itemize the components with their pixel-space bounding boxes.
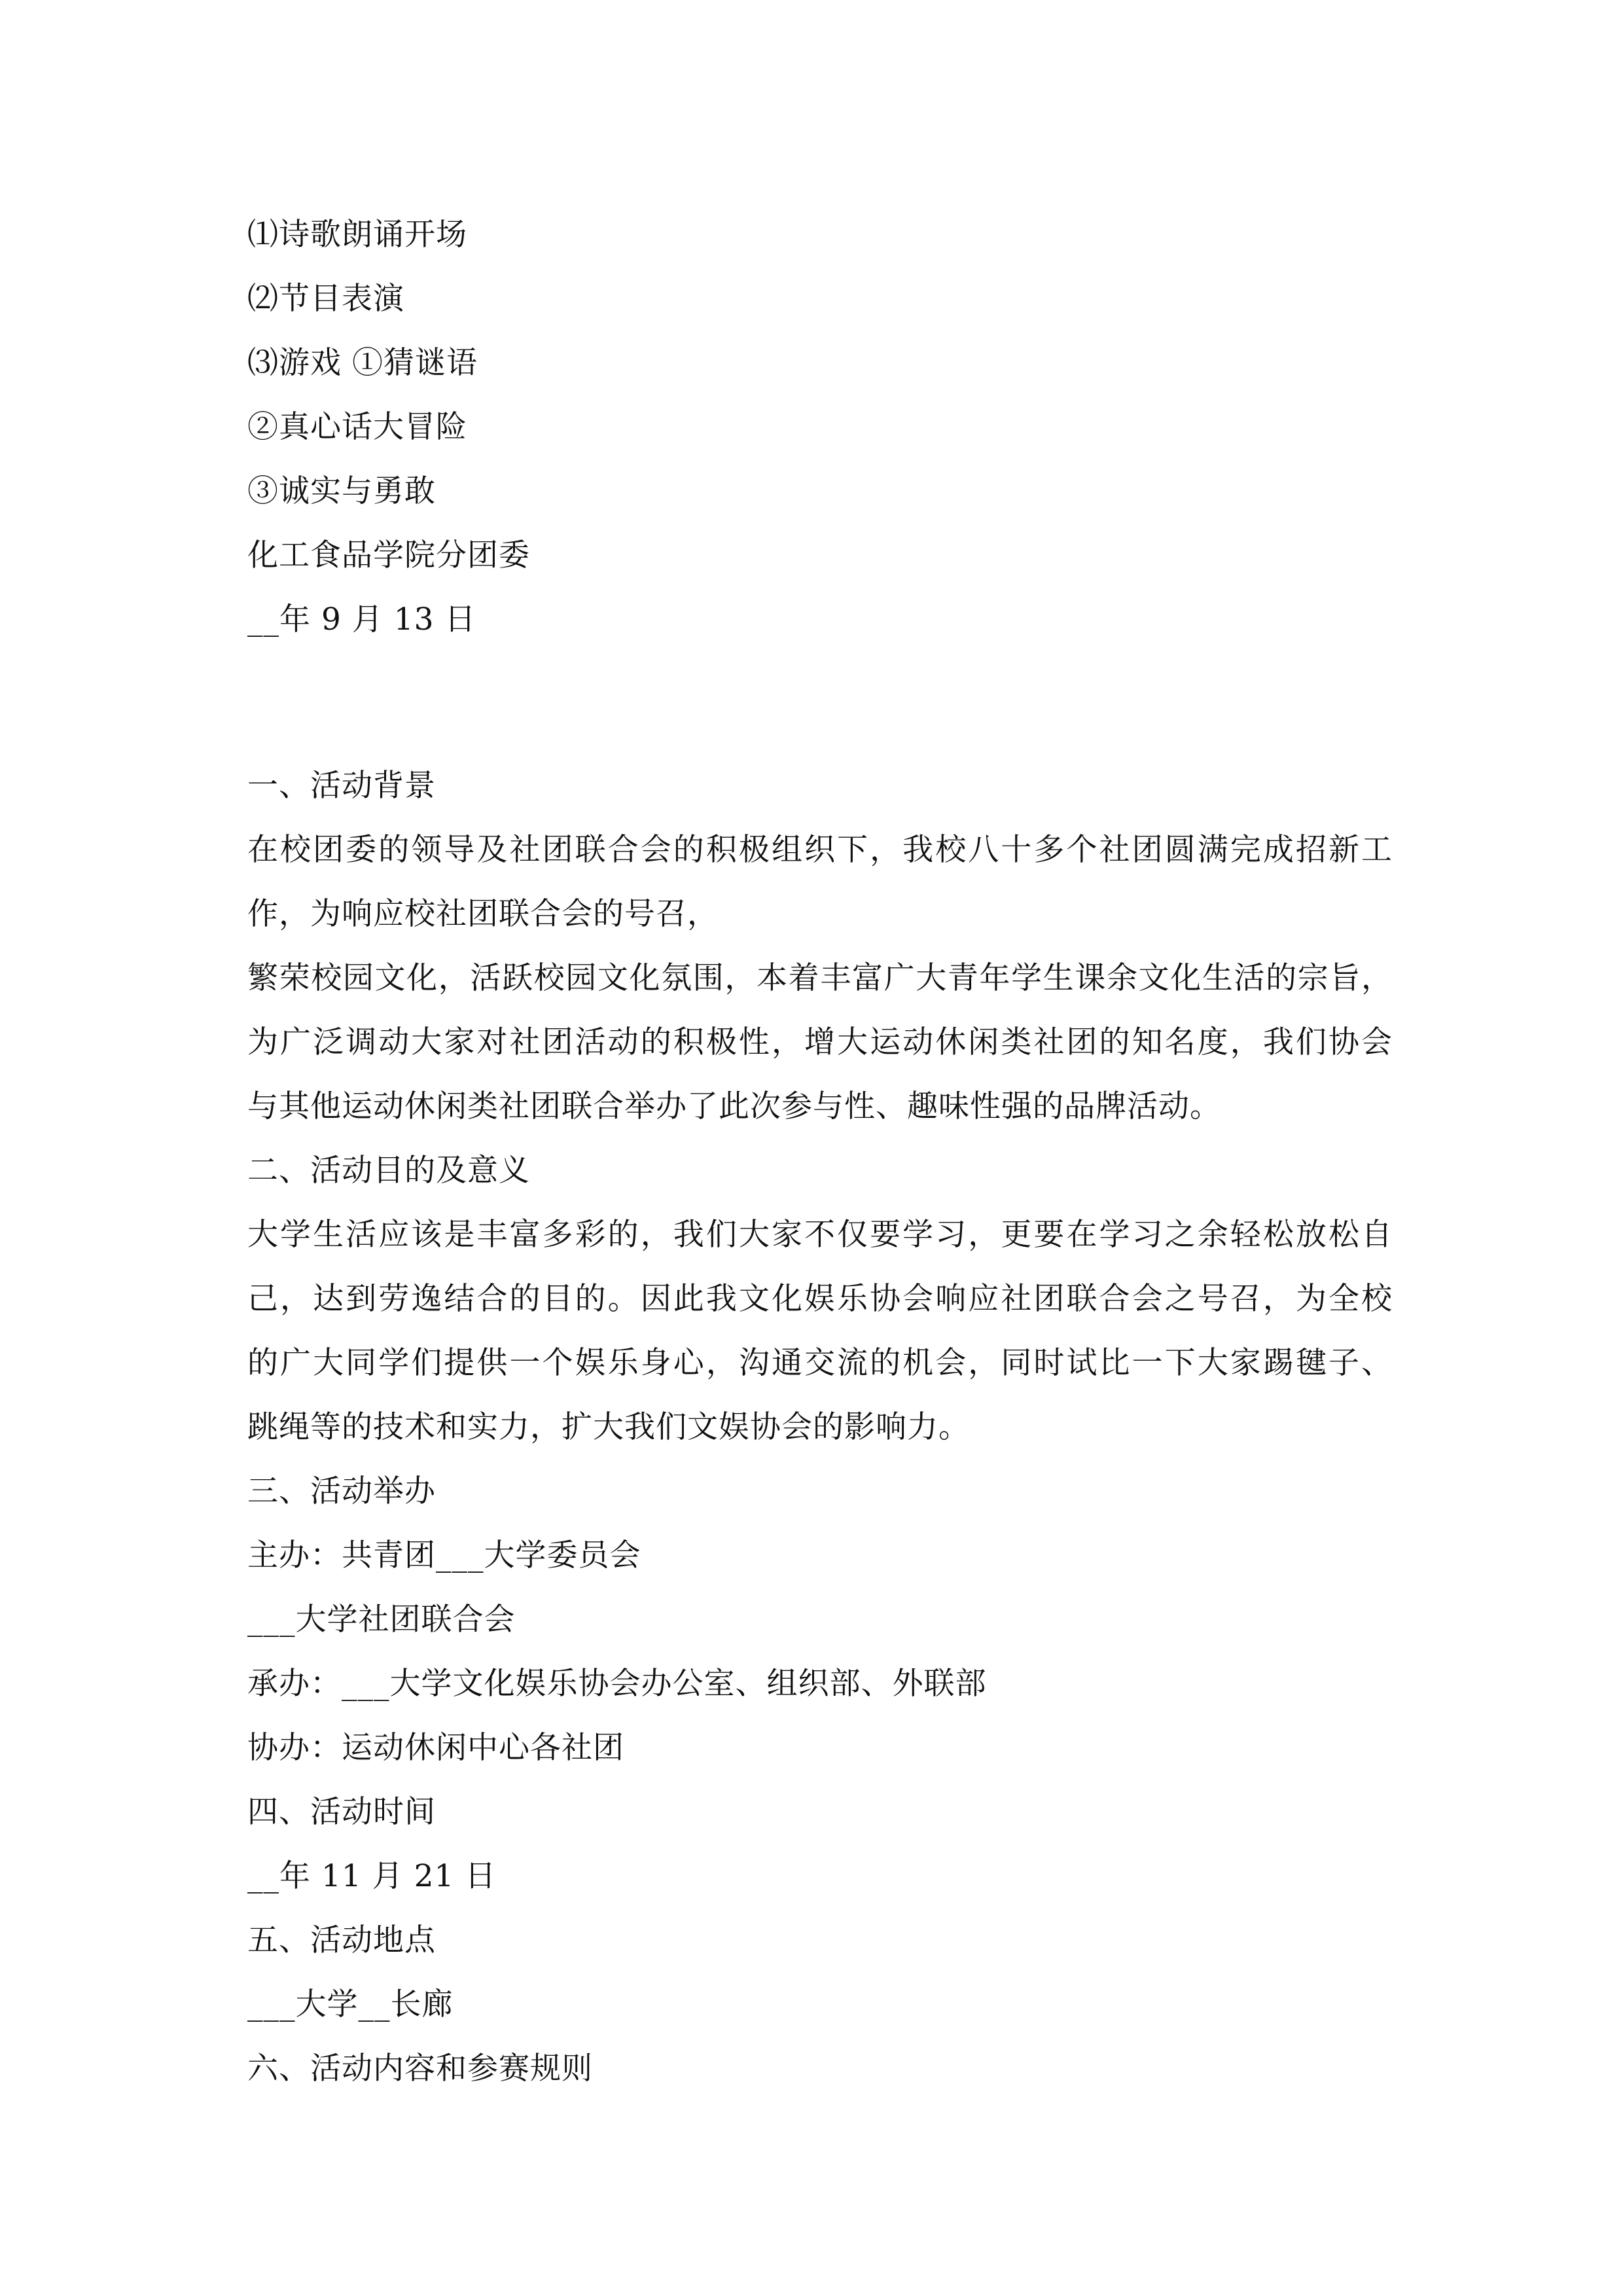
paragraph-line: 繁荣校园文化，活跃校园文化氛围，本着丰富广大青年学生课余文化生活的宗旨， [247, 960, 1393, 996]
paragraph-line: 为广泛调动大家对社团活动的积极性，增大运动休闲类社团的知名度，我们协会 [247, 1024, 1393, 1060]
section-heading-place: 五、活动地点 [247, 1922, 436, 1958]
paragraph-line: 己，达到劳逸结合的目的。因此我文化娱乐协会响应社团联合会之号召，为全校 [247, 1281, 1393, 1317]
section-heading-hosts: 三、活动举办 [247, 1473, 436, 1509]
program-item: ②真心话大冒险 [247, 409, 467, 445]
paragraph-line: 大学生活应该是丰富多彩的，我们大家不仅要学习，更要在学习之余轻松放松自 [247, 1217, 1393, 1253]
event-place: ___大学__长廊 [247, 1986, 454, 2022]
paragraph-line: 的广大同学们提供一个娱乐身心，沟通交流的机会，同时试比一下大家踢毽子、 [247, 1345, 1393, 1381]
host-line: 主办：共青团___大学委员会 [247, 1537, 641, 1573]
paragraph-line: 在校团委的领导及社团联合会的积极组织下，我校八十多个社团圆满完成招新工 [247, 832, 1393, 868]
program-item: ⑴诗歌朗诵开场 [247, 217, 467, 253]
event-date: __年 11 月 21 日 [247, 1858, 497, 1894]
program-item: ③诚实与勇敢 [247, 473, 436, 509]
paragraph-line: 与其他运动休闲类社团联合举办了此次参与性、趣味性强的品牌活动。 [247, 1088, 1221, 1124]
background-paragraph [247, 818, 1393, 1139]
section-gap [247, 652, 1393, 754]
paragraph-line: 作，为响应校社团联合会的号召， [247, 896, 719, 932]
signature-date: __年 9 月 13 日 [247, 601, 476, 637]
host-line: ___大学社团联合会 [247, 1602, 516, 1638]
program-item: ⑵节目表演 [247, 281, 404, 317]
purpose-paragraph [247, 1203, 1393, 1460]
program-item: ⑶游戏 ①猜谜语 [247, 345, 478, 381]
co-organizer-line: 协办：运动休闲中心各社团 [247, 1730, 624, 1766]
paragraph-line: 跳绳等的技术和实力，扩大我们文娱协会的影响力。 [247, 1409, 970, 1445]
section-heading-background: 一、活动背景 [247, 768, 436, 804]
section-heading-rules: 六、活动内容和参赛规则 [247, 2051, 593, 2087]
section-heading-time: 四、活动时间 [247, 1794, 436, 1830]
section-heading-purpose: 二、活动目的及意义 [247, 1153, 530, 1189]
organizer-signature: 化工食品学院分团委 [247, 537, 530, 573]
undertaker-line: 承办：___大学文化娱乐协会办公室、组织部、外联部 [247, 1666, 987, 1702]
document-body [247, 203, 1393, 2101]
